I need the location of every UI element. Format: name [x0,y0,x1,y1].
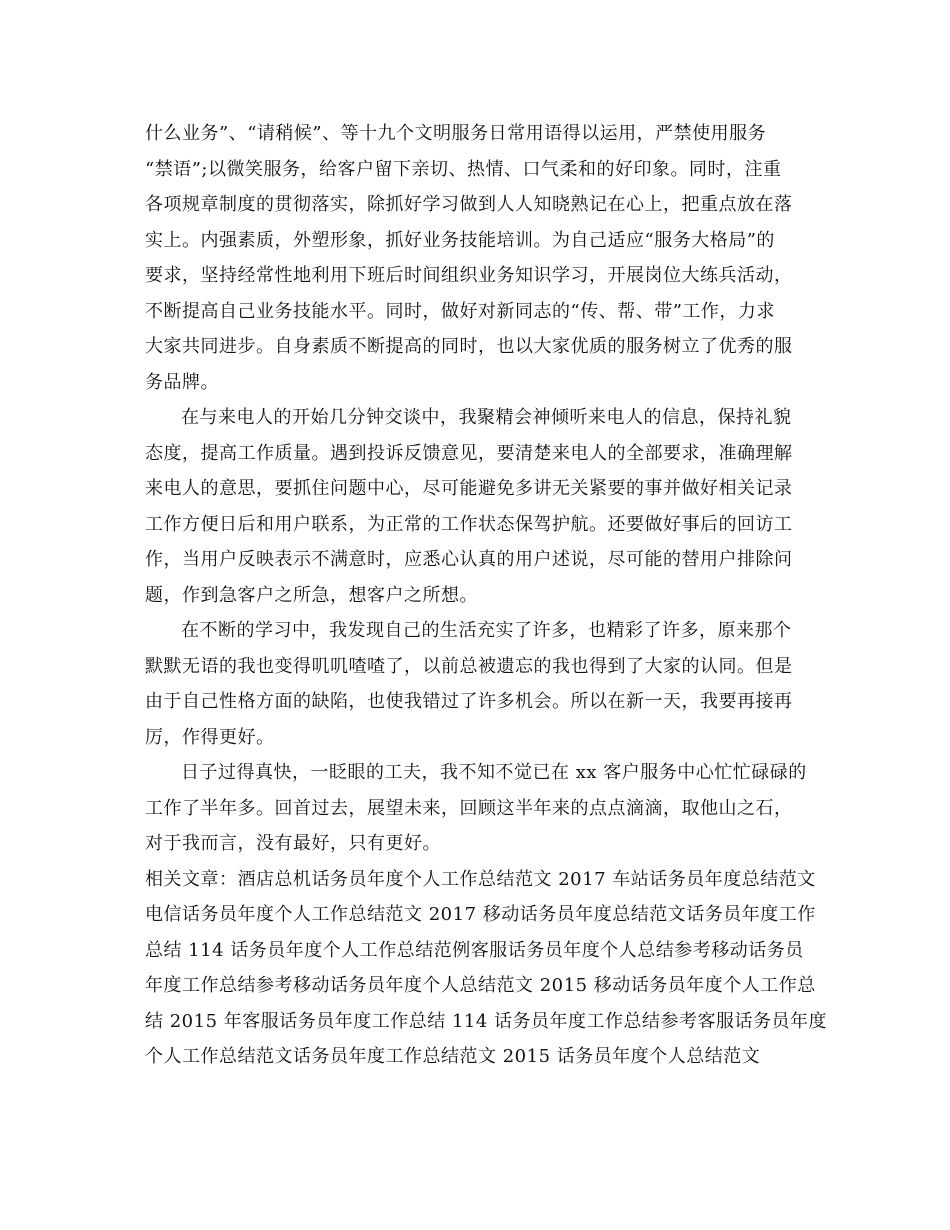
text-line: 务品牌。 [145,371,219,393]
text-line: 默默无语的我也变得叽叽喳喳了，以前总被遗忘的我也得到了大家的认同。但是 [145,655,793,677]
text-line: 日子过得真快，一眨眼的工夫，我不知不觉已在 xx 客户服务中心忙忙碌碌的 [181,762,807,783]
text-line: 来电人的意思，要抓住问题中心，尽可能避免多讲无关紧要的事并做好相关记录 [145,478,793,499]
document-body [145,116,828,1075]
paragraph-4 [145,755,805,862]
related-line: 个人工作总结范文话务员年度工作总结范文 2015 话务员年度个人总结范文 [145,1046,761,1067]
text-line: 工作方便日后和用户联系，为正常的工作状态保驾护航。还要做好事后的回访工 [145,513,793,535]
related-line: 结 2015 年客服话务员年度工作总结 114 话务员年度工作总结参考客服话务员年度 [145,1010,828,1032]
related-line: 总结 114 话务员年度个人工作总结范例客服话务员年度个人总结参考移动话务员 [145,939,804,961]
related-line: 年度工作总结参考移动话务员年度个人总结范文 2015 移动话务员年度个人工作总 [145,975,816,996]
text-line: 实上。内强素质，外塑形象，抓好业务技能培训。为自己适应“服务大格局”的 [145,229,775,251]
paragraph-3 [145,613,805,755]
text-line: 态度，提高工作质量。遇到投诉反馈意见，要清楚来电人的全部要求，准确理解 [145,442,793,464]
text-line: 厉，作得更好。 [145,726,275,748]
related-line: 相关文章：酒店总机话务员年度个人工作总结范文 2017 车站话务员年度总结范文 [145,868,816,890]
text-line: “禁语”;以微笑服务，给客户留下亲切、热情、口气柔和的好印象。同时，注重 [145,158,782,180]
paragraph-1 [145,116,805,400]
text-line: 由于自己性格方面的缺陷，也使我错过了许多机会。所以在新一天，我要再接再 [145,691,793,712]
text-line: 在与来电人的开始几分钟交谈中，我聚精会神倾听来电人的信息，保持礼貌 [181,407,792,428]
text-line: 对于我而言，没有最好，只有更好。 [145,833,441,854]
related-line: 电信话务员年度个人工作总结范文 2017 移动话务员年度总结范文话务员年度工作 [145,904,816,925]
text-line: 什么业务”、“请稍候”、等十九个文明服务日常用语得以运用，严禁使用服务 [145,123,767,144]
text-line: 题，作到急客户之所急，想客户之所想。 [145,584,478,606]
paragraph-2 [145,400,805,613]
text-line: 各项规章制度的贯彻落实，除抓好学习做到人人知晓熟记在心上，把重点放在落 [145,194,793,215]
text-line: 要求，坚持经常性地利用下班后时间组织业务知识学习，开展岗位大练兵活动， [145,265,793,286]
text-line: 工作了半年多。回首过去，展望未来，回顾这半年来的点点滴滴，取他山之石， [145,797,793,819]
text-line: 在不断的学习中，我发现自己的生活充实了许多，也精彩了许多，原来那个 [181,620,792,641]
text-line: 大家共同进步。自身素质不断提高的同时，也以大家优质的服务树立了优秀的服 [145,336,793,357]
text-line: 不断提高自己业务技能水平。同时，做好对新同志的“传、帮、带”工作，力求 [145,300,775,322]
related-articles [145,862,828,1075]
text-line: 作，当用户反映表示不满意时，应悉心认真的用户述说，尽可能的替用户排除问 [145,549,793,570]
